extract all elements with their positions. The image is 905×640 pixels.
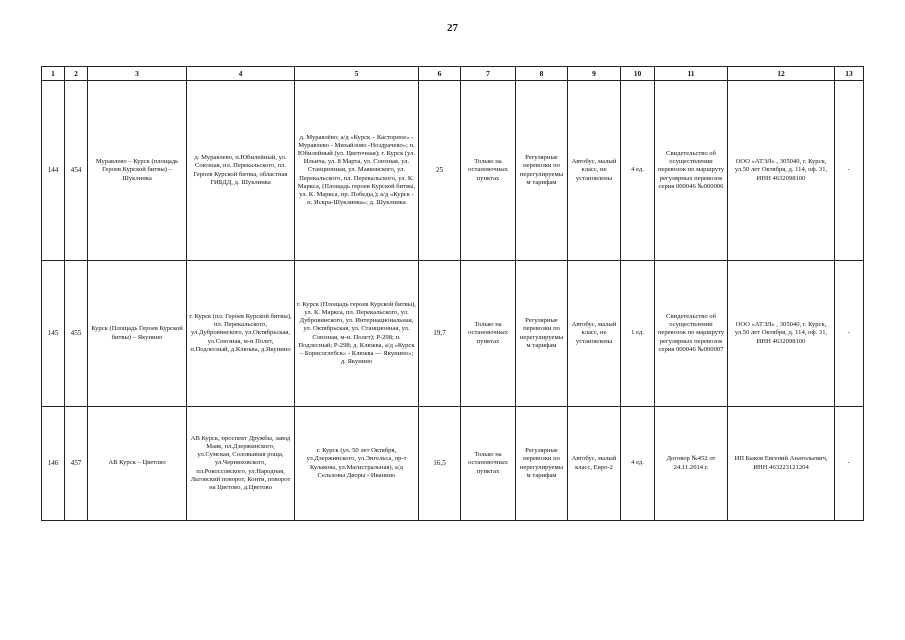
route-length: 19,7 bbox=[419, 261, 461, 407]
route-name: Курск (Площадь Героев Курской битвы) – Якунино bbox=[88, 261, 187, 407]
extra: - bbox=[835, 407, 864, 521]
header-cell: 2 bbox=[65, 67, 88, 81]
route-streets: д. Муравлёво; а/д «Курск – Касторное» - Муравлево - Михайлово -Ноздрачево»; п. Юбилейный (ул. Цветочная); г. Курск (ул. Ильича, ул. 8 Марта, ул. Союзная, ул. Станционная, ул. Маяковского, ул. Перекальского, пл. Перекальского, ул. К. Маркса, (Площадь героев Курской битвы, ул. К. Маркса, пр. Победы,); а/д «Курск - п. Искра-Шуклинка»; д. Шуклинка bbox=[295, 81, 419, 261]
certificate: Свидетельство об осуществлении перевозок по маршруту регулярных перевозок серия 000046 №000006 bbox=[655, 81, 728, 261]
vehicle-count: 4 ед. bbox=[621, 407, 655, 521]
header-cell: 6 bbox=[419, 67, 461, 81]
vehicle-class: Автобус, малый класс, не установлены bbox=[568, 261, 621, 407]
header-cell: 5 bbox=[295, 67, 419, 81]
header-row bbox=[42, 67, 864, 81]
certificate: Свидетельство об осуществлении перевозок по маршруту регулярных перевозок серия 000046 №000007 bbox=[655, 261, 728, 407]
row-number: 145 bbox=[42, 261, 65, 407]
table-row bbox=[42, 407, 864, 521]
routes-table bbox=[41, 66, 864, 521]
route-name: АВ Курск – Цветово bbox=[88, 407, 187, 521]
vehicle-count: 1 ед. bbox=[621, 261, 655, 407]
table-row bbox=[42, 261, 864, 407]
vehicle-class: Автобус, малый класс, не установлены bbox=[568, 81, 621, 261]
transport-type: Регулярные перевозки по нерегулируемым тарифам bbox=[516, 81, 568, 261]
vehicle-count: 4 ед. bbox=[621, 81, 655, 261]
header-cell: 11 bbox=[655, 67, 728, 81]
route-streets: г. Курск (ул. 50 лет Октября, ул.Дзержинского, ул.Энгельса, пр-т Кулакова, ул.Магистральная), а/д Сельховы Дворы - Иванино bbox=[295, 407, 419, 521]
route-stops: г. Курск (пл. Героев Курской битвы), пл. Перекальского, ул.Дубровинского, ул.Октябрьская, ул.Союзная, м-н Полет, п.Подлесный, д.Клюква, д.Якунино bbox=[187, 261, 295, 407]
page-number: 27 bbox=[447, 22, 458, 34]
header-cell: 3 bbox=[88, 67, 187, 81]
header-cell: 8 bbox=[516, 67, 568, 81]
header-cell: 7 bbox=[461, 67, 516, 81]
transport-type: Регулярные перевозки по нерегулируемым тарифам bbox=[516, 261, 568, 407]
row-number: 144 bbox=[42, 81, 65, 261]
route-streets: г. Курск (Площадь героев Курской битвы), ул. К. Маркса, пл. Перекальского, ул. Дубровинского, ул. Интернациональная, ул. Октябрьская, ул. Станционная, ул. Союзная, м-н. Полет); Р-298; п. Подлесный; Р-298; д. Клюква, а/д «Курск – Борисоглебск» - Клюква — Якунино»; д. Якунино bbox=[295, 261, 419, 407]
vehicle-class: Автобус, малый класс, Евро-2 bbox=[568, 407, 621, 521]
header-cell: 4 bbox=[187, 67, 295, 81]
route-name: Муравлево – Курск (площадь Героев Курской битвы) – Шуклинка bbox=[88, 81, 187, 261]
boarding-order: Только на остановочных пунктах bbox=[461, 261, 516, 407]
route-stops: АВ Курск, проспект Дружбы, завод Маяк, пл.Дзержинского, ул.Сумская, Соловьиная роща, ул.Черняховского, пл.Рокоссовского, ул.Народная, Льговский поворот, Конти, поворот на Цветово, д.Цветово bbox=[187, 407, 295, 521]
route-number: 457 bbox=[65, 407, 88, 521]
carrier: ИП Быков Евгений Анатольевич, ИНН 463223121204 bbox=[728, 407, 835, 521]
route-stops: д. Муравлево, п.Юбилейный, ул. Союзная, пл. Перекальского, пл. Героев Курской битвы, областная ГИБДД, д. Шуклинка bbox=[187, 81, 295, 261]
carrier: ООО «АТЭЛ» , 305040, г. Курск, ул.50 лет Октября, д. 114, оф. 31, ИНН 4632098100 bbox=[728, 261, 835, 407]
extra: - bbox=[835, 81, 864, 261]
header-cell: 9 bbox=[568, 67, 621, 81]
boarding-order: Только на остановочных пунктах bbox=[461, 407, 516, 521]
route-length: 16,5 bbox=[419, 407, 461, 521]
table-row bbox=[42, 81, 864, 261]
boarding-order: Только на остановочных пунктах bbox=[461, 81, 516, 261]
transport-type: Регулярные перевозки по нерегулируемым тарифам bbox=[516, 407, 568, 521]
header-cell: 1 bbox=[42, 67, 65, 81]
header-cell: 12 bbox=[728, 67, 835, 81]
route-number: 455 bbox=[65, 261, 88, 407]
route-number: 454 bbox=[65, 81, 88, 261]
certificate: Договор №452 от 24.11.2014 г. bbox=[655, 407, 728, 521]
header-cell: 10 bbox=[621, 67, 655, 81]
route-length: 25 bbox=[419, 81, 461, 261]
row-number: 146 bbox=[42, 407, 65, 521]
carrier: ООО «АТЭЛ» , 305040, г. Курск, ул.50 лет Октября, д. 114, оф. 31, ИНН 4632098100 bbox=[728, 81, 835, 261]
header-cell: 13 bbox=[835, 67, 864, 81]
extra: - bbox=[835, 261, 864, 407]
